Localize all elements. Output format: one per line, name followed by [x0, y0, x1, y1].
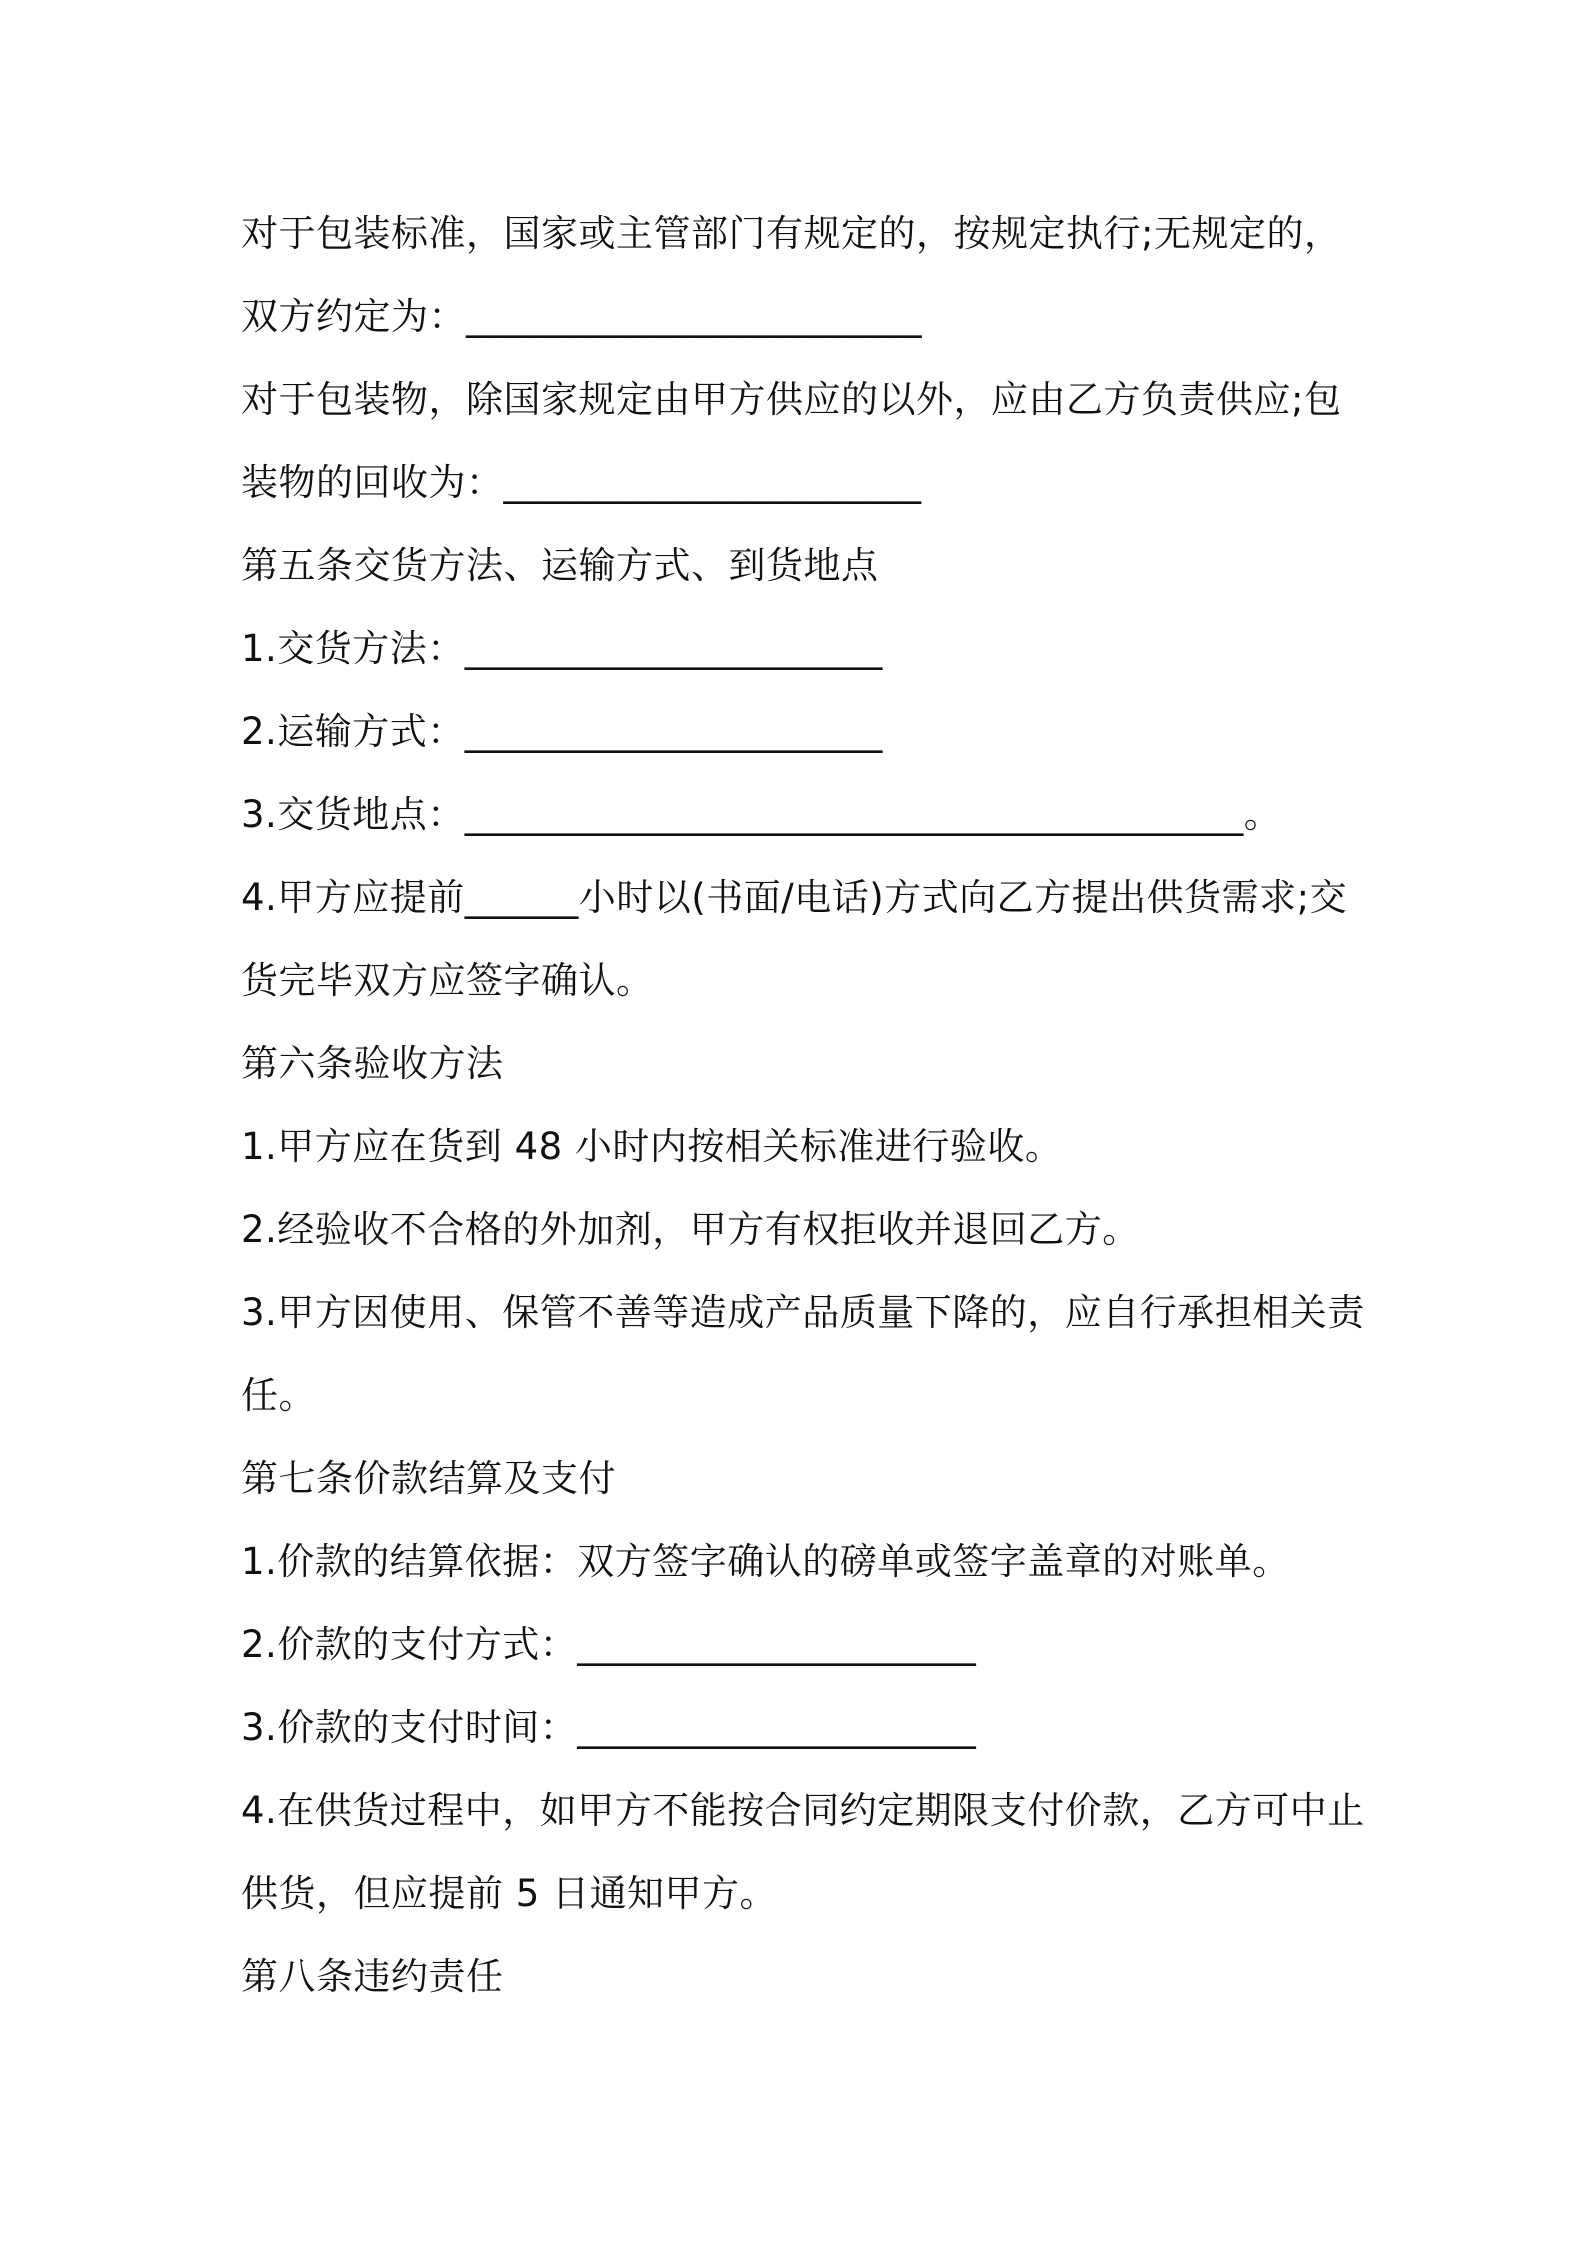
packaging-agreement-line: 双方约定为：________________________ [241, 295, 922, 338]
packaging-standard-line: 对于包装标准，国家或主管部门有规定的，按规定执行;无规定的， [241, 212, 1342, 255]
article-6-heading: 第六条验收方法 [241, 1042, 504, 1085]
inspection-clause-3-cont: 任。 [241, 1374, 316, 1417]
inspection-clause-3: 3.甲方因使用、保管不善等造成产品质量下降的，应自行承担相关责 [241, 1291, 1365, 1334]
delivery-confirmation-line: 货完毕双方应签字确认。 [241, 959, 654, 1002]
document-body [241, 192, 1365, 2018]
delivery-location-line: 3.交货地点：_________________________________________。 [241, 793, 1282, 836]
advance-notice-line: 4.甲方应提前______小时以(书面/电话)方式向乙方提出供货需求;交 [241, 876, 1348, 919]
delivery-method-line: 1.交货方法：______________________ [241, 627, 883, 670]
article-5-heading: 第五条交货方法、运输方式、到货地点 [241, 544, 879, 587]
payment-method-line: 2.价款的支付方式：_____________________ [241, 1623, 977, 1666]
payment-basis-line: 1.价款的结算依据：双方签字确认的磅单或签字盖章的对账单。 [241, 1540, 1290, 1583]
packaging-supply-line: 对于包装物，除国家规定由甲方供应的以外，应由乙方负责供应;包 [241, 378, 1342, 421]
article-7-heading: 第七条价款结算及支付 [241, 1457, 616, 1500]
inspection-clause-1: 1.甲方应在货到 48 小时内按相关标准进行验收。 [241, 1125, 1063, 1168]
article-8-heading: 第八条违约责任 [241, 1955, 504, 1998]
inspection-clause-2: 2.经验收不合格的外加剂，甲方有权拒收并退回乙方。 [241, 1208, 1140, 1251]
transport-method-line: 2.运输方式：______________________ [241, 710, 883, 753]
packaging-recycling-line: 装物的回收为：______________________ [241, 461, 922, 504]
payment-time-line: 3.价款的支付时间：_____________________ [241, 1706, 977, 1749]
payment-default-line: 4.在供货过程中，如甲方不能按合同约定期限支付价款，乙方可中止 [241, 1789, 1365, 1832]
payment-default-cont: 供货，但应提前 5 日通知甲方。 [241, 1872, 778, 1915]
